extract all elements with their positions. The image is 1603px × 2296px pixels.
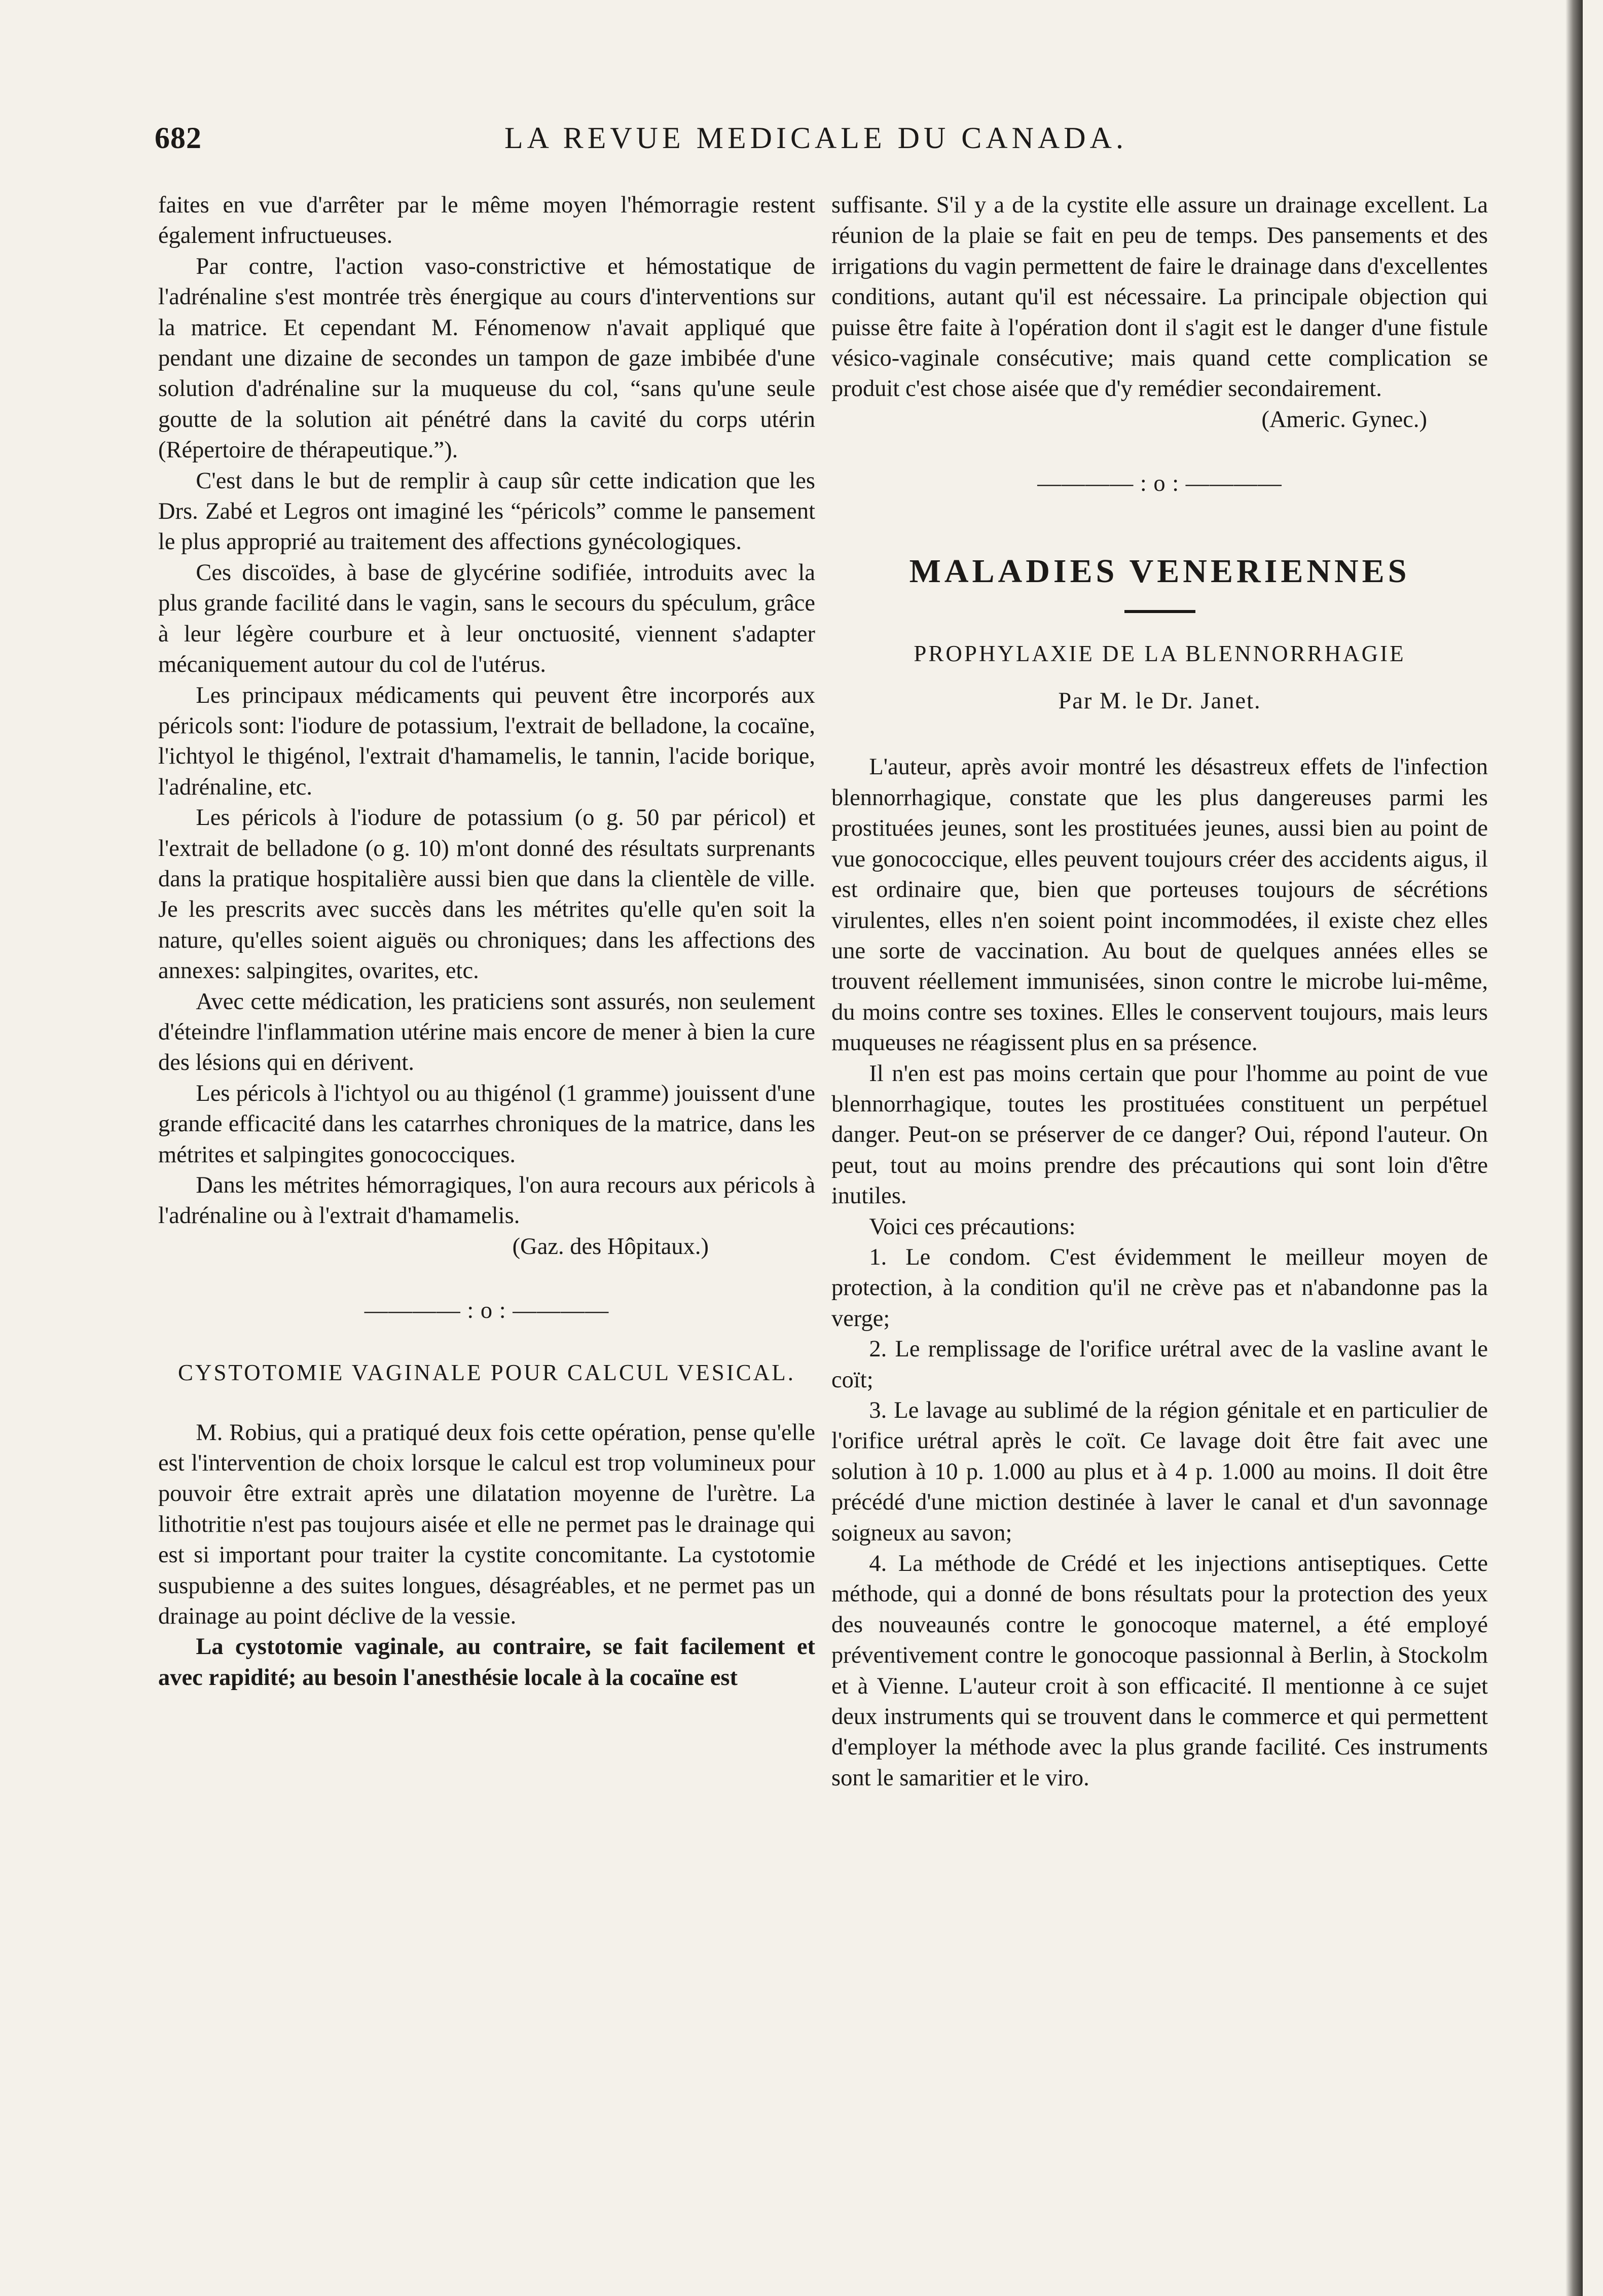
- paragraph: M. Robius, qui a pratiqué deux fois cette opération, pense qu'elle est l'intervention de choix lorsque le calcul est trop volumineux pour pouvoir être extrait après une dilatation moyenne de l'urètre. La lithotritie n'est pas toujours aisée et elle ne permet pas le drainage qui est si important pour traiter la cystite concomitante. La cystotomie suspubienne a des suites longues, désagréables, et ne permet pas un drainage au point déclive de la vessie.: [158, 1419, 815, 1630]
- paragraph: suffisante. S'il y a de la cystite elle assure un drainage excellent. La réunion de la plaie se fait en peu de temps. Des pansements et des irrigations du vagin permettent de faire le drainage dans d'excellentes conditions, autant qu'il est nécessaire. La principale objection qui puisse être faite à l'opération dont il s'agit est le danger d'une fistule vésico-vaginale consécutive; mais quand cette complication se produit c'est chose aisée que d'y remédier secondairement.: [831, 192, 1488, 402]
- paragraph: C'est dans le but de remplir à caup sûr cette indication que les Drs. Zabé et Legros ont imaginé les “péricols” comme le pansement le plus approprié au traitement des affections gynécologiques.: [158, 468, 815, 555]
- paragraph: Voici ces précautions:: [869, 1213, 1076, 1240]
- section-separator: ———— : o : ————: [364, 1298, 609, 1324]
- page-number: 682: [155, 121, 202, 155]
- list-item: 1. Le condom. C'est évidemment le meilleur moyen de protection, à la condition qu'il ne crève pas et n'abandonne pas la verge;: [831, 1244, 1488, 1332]
- paragraph: L'auteur, après avoir montré les désastreux effets de l'infection blennorrhagique, constate que les plus dangereuses parmi les prostituées jeunes, sont les prostituées jeunes, aussi bien au point de vue gonococcique, elles peuvent toujours créer des accidents aigus, il est ordinaire que, bien que porteuses toujours de sécrétions virulentes, elles n'en soient point incommodées, il existe chez elles une sorte de vaccination. Au bout de quelques années elles se trouvent réellement immunisées, sinon contre le microbe lui-même, du moins contre ses toxines. Elles le conservent toujours, mais leurs muqueuses ne réagissent plus en sa présence.: [831, 754, 1488, 1056]
- paragraph: Avec cette médication, les praticiens sont assurés, non seulement d'éteindre l'inflammation utérine mais encore de mener à bien la cure des lésions qui en dérivent.: [158, 988, 815, 1076]
- paragraph: Les principaux médicaments qui peuvent être incorporés aux péricols sont: l'iodure de potassium, l'extrait de belladone, la cocaïne, l'ichtyol le thigénol, l'extrait d'hamamelis, le tannin, l'acide borique, l'adrénaline, etc.: [158, 682, 815, 800]
- paragraph: Il n'en est pas moins certain que pour l'homme au point de vue blennorrhagique, toutes les prostituées constituent un perpétuel danger. Peut-on se préserver de ce danger? Oui, répond l'auteur. On peut, tout au moins prendre des précautions qui sont loin d'être inutiles.: [831, 1060, 1488, 1209]
- paragraph: Dans les métrites hémorragiques, l'on aura recours aux péricols à l'adrénaline ou à l'extrait d'hamamelis.: [158, 1172, 815, 1229]
- paragraph: faites en vue d'arrêter par le même moyen l'hémorragie restent également infructueuses.: [158, 192, 815, 249]
- source-citation: (Gaz. des Hôpitaux.): [512, 1233, 709, 1260]
- right-column: [831, 190, 1488, 1793]
- journal-title: LA REVUE MEDICALE DU CANADA.: [504, 121, 1127, 155]
- source-citation: (Americ. Gynec.): [1261, 406, 1427, 433]
- left-column: [158, 190, 815, 1693]
- paragraph: Les péricols à l'ichtyol ou au thigénol (1 gramme) jouissent d'une grande efficacité dans les catarrhes chroniques de la matrice, dans les métrites et salpingites gonococciques.: [158, 1080, 815, 1168]
- paragraph: Par contre, l'action vaso-constrictive et hémostatique de l'adrénaline s'est montrée très énergique au cours d'interventions sur la matrice. Et cependant M. Fénomenow n'avait appliqué que pendant une dizaine de secondes un tampon de gaze imbibée d'une solution d'adrénaline sur la muqueuse du col, “sans qu'une seule goutte de la solution ait pénétré dans la cavité du corps utérin (Répertoire de thérapeutique.”).: [158, 253, 815, 463]
- paragraph: Ces discoïdes, à base de glycérine sodifiée, introduits avec la plus grande facilité dans le vagin, sans le secours du spéculum, grâce à leur légère courbure et à leur onctuosité, viennent s'adapter mécaniquement autour du col de l'utérus.: [158, 559, 815, 678]
- list-item: 3. Le lavage au sublimé de la région génitale et en particulier de l'orifice urétral après le coït. Ce lavage doit être fait avec une solution à 10 p. 1.000 au plus et à 4 p. 1.000 au moins. Il doit être précédé d'une miction destinée à laver le canal et d'un savonnage soigneux au savon;: [831, 1397, 1488, 1546]
- article-title: CYSTOTOMIE VAGINALE POUR CALCUL VESICAL.: [177, 1359, 795, 1385]
- list-item: 2. Le remplissage de l'orifice urétral avec de la vasline avant le coït;: [831, 1336, 1488, 1393]
- page-header: [155, 121, 1498, 166]
- article-author: Par M. le Dr. Janet.: [1058, 688, 1261, 714]
- list-item: 4. La méthode de Crédé et les injections antiseptiques. Cette méthode, qui a donné de bons résultats pour la protection des yeux des nouveaunés contre le gonocoque maternel, a été employé préventivement contre le gonocoque passionnal à Berlin, à Stockolm et à Vienne. L'auteur croit à son efficacité. Il mentionne à ce sujet deux instruments qui se trouvent dans le commerce et qui permettent d'employer la méthode avec la plus grande facilité. Ces instruments sont le samaritier et le viro.: [831, 1551, 1488, 1791]
- section-heading: MALADIES VENERIENNES: [909, 552, 1410, 590]
- paragraph: La cystotomie vaginale, au contraire, se fait facilement et avec rapidité; au besoin l'anesthésie locale à la cocaïne est: [158, 1634, 815, 1691]
- paragraph: Les péricols à l'iodure de potassium (o g. 50 par péricol) et l'extrait de belladone (o g. 10) m'ont donné des résultats surprenants dans la pratique hospitalière aussi bien que dans la clientèle de ville. Je les prescrits avec succès dans les métrites qu'elle qu'en soit la nature, qu'elles soient aiguës ou chroniques; dans les affections des annexes: salpingites, ovarites, etc.: [158, 805, 815, 984]
- binding-shadow: [1565, 0, 1583, 2296]
- article-title: PROPHYLAXIE DE LA BLENNORRHAGIE: [914, 640, 1406, 666]
- heading-rule: [1124, 610, 1195, 613]
- section-separator: ———— : o : ————: [1037, 471, 1282, 497]
